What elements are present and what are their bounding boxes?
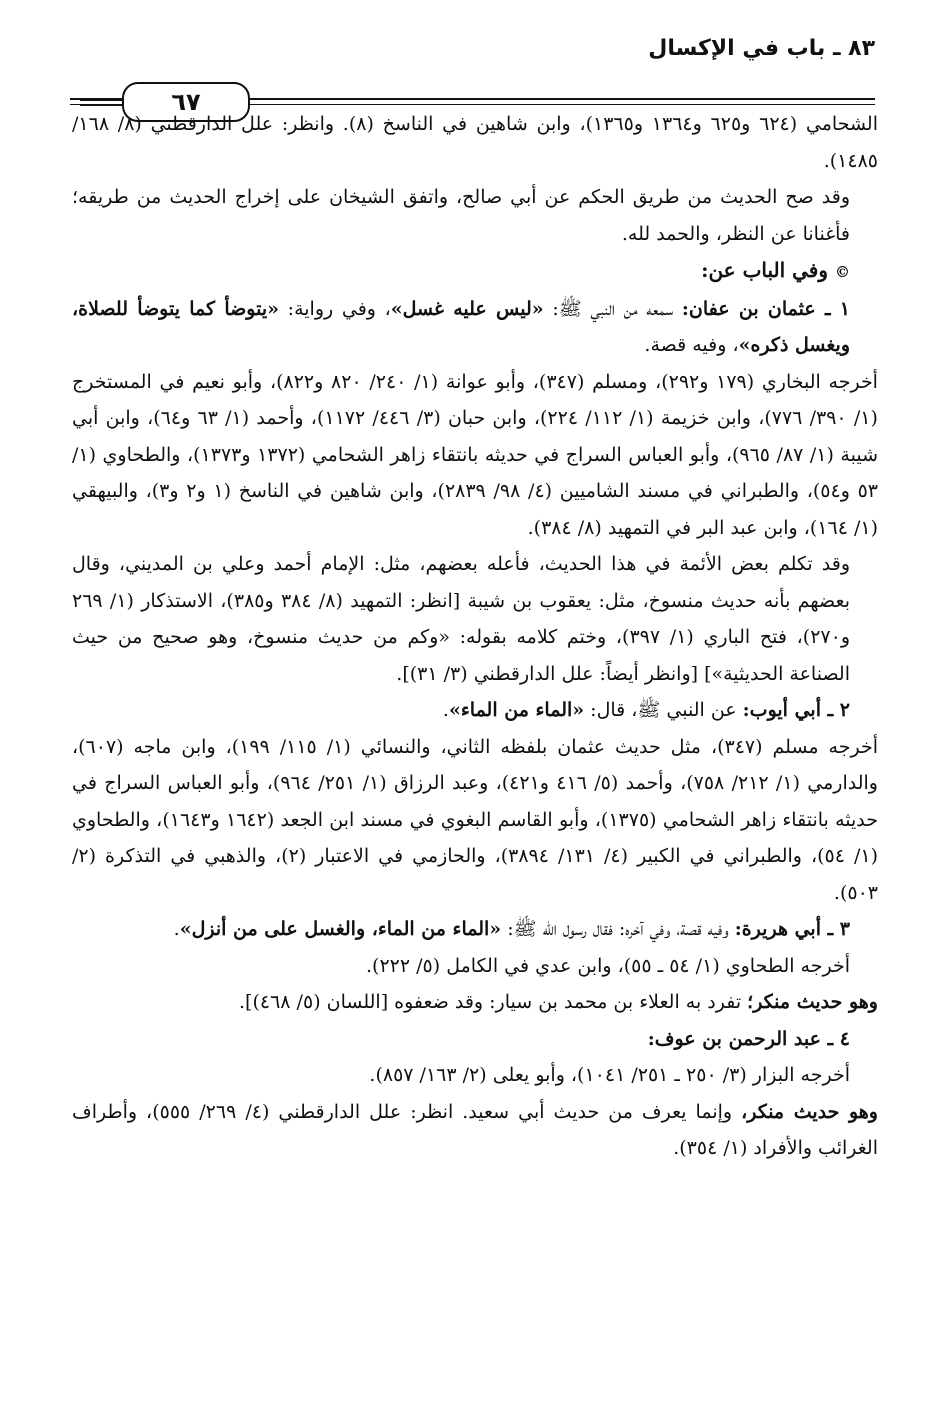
paragraph-3: أخرجه البخاري (١٧٩ و٢٩٢)، ومسلم (٣٤٧)، وأبو عوانة (١/ ٢٤٠/ ٨٢٠ و٨٢٢)، وأبو نعيم في المستخرج (١/ ٣٩٠/ ٧٧٦)، وابن خزيمة (١/ ١١٢/ ٢٢٤)، وابن حبان (٣/ ٤٤٦/ ١١٧٢)، وأحمد (١/ ٦٣ و٦٤)، وابن أبي شيبة (١/ ٨٧/ ٩٦٥)، وأبو العباس السراج في حديثه بانتقاء زاهر الشحامي (١٣٧٢ و١٣٧٣)، والطحاوي (١/ ٥٣ و٥٤)، والطبراني في مسند الشاميين (٤/ ٩٨/ ٢٨٣٩)، وابن شاهين في الناسخ (١ و٢ و٣)، والبيهقي (١/ ١٦٤)، وابن عبد البر في التمهيد (٨/ ٣٨٤). — [72, 370, 879, 539]
page-header — [70, 32, 875, 116]
running-head: ٨٣ ـ باب في الإكسال — [648, 36, 875, 61]
paragraph-7-text: تفرد به العلاء بن محمد بن سيار: وقد ضعفوه [اللسان (٥/ ٤٦٨)]. — [239, 991, 748, 1013]
section-heading-text: وفي الباب عن: — [701, 258, 829, 282]
item-3-text-1: وفيه قصة، وفي آخره: فقال رسول الله ﷺ: — [501, 918, 735, 940]
paragraph-6: أخرجه الطحاوي (١/ ٥٤ ـ ٥٥)، وابن عدي في الكامل (٥/ ٢٢٢). — [366, 954, 850, 977]
paragraph-5: أخرجه مسلم (٣٤٧)، مثل حديث عثمان بلفظه الثاني، والنسائي (١/ ١١٥/ ١٩٩)، وابن ماجه (٦٠٧)، والدارمي (١/ ٢١٢/ ٧٥٨)، وأحمد (٥/ ٤١٦ و٤٢١)، وعبد الرزاق (١/ ٢٥١/ ٩٦٤)، وأبو العباس السراج في حديثه بانتقاء زاهر الشحامي (١٣٧٥)، وأبو القاسم البغوي في مسند ابن الجعد (١٦٤٢ و١٦٤٣)، والطحاوي (١/ ٥٤)، والطبراني في الكبير (٤/ ١٣١/ ٣٨٩٤)، والحازمي في الاعتبار (٢)، والذهبي في التذكرة (٢/ ٥٠٣). — [72, 735, 878, 904]
paragraph-9-bold: وهو حديث منكر، — [741, 1100, 878, 1123]
item-4-label: ٤ ـ عبد الرحمن بن عوف: — [647, 1027, 850, 1050]
section-heading — [72, 252, 878, 291]
page-number: ٦٧ — [122, 82, 250, 122]
item-2-quote-1: «الماء من الماء» — [448, 699, 585, 721]
item-3-quote-1: «الماء من الماء، والغسل على من أنزل» — [179, 918, 502, 940]
item-1 — [72, 291, 878, 364]
item-2-text-2: . — [442, 699, 449, 721]
header-rule-left — [80, 99, 122, 106]
item-1-text-1: سمعه من النبي ﷺ: — [543, 297, 682, 320]
paragraph-2: وقد صح الحديث من طريق الحكم عن أبي صالح، واتفق الشيخان على إخراج الحديث من طريقه؛ فأغنانا عن النظر، والحمد لله. — [72, 186, 850, 245]
item-3-label: ٣ ـ أبي هريرة: — [734, 918, 850, 940]
paragraph-4: وقد تكلم بعض الأئمة في هذا الحديث، فأعله بعضهم، مثل: الإمام أحمد وعلي بن المديني، وقال بعضهم بأنه حديث منسوخ، مثل: يعقوب بن شيبة [انظر: التمهيد (٨/ ٣٨٤ و٣٨٥)، الاستذكار (١/ ٢٦٩ و٢٧٠)، فتح الباري (١/ ٣٩٧)، وختم كلامه بقوله: «وكم من حديث منسوخ، وهو صحيح من حيث الصناعة الحديثية»] [وانظر أيضاً: علل الدارقطني (٣/ ٣١)]. — [72, 553, 850, 685]
paragraph-7-bold: وهو حديث منكر؛ — [747, 991, 878, 1013]
page-body — [72, 106, 878, 1167]
item-1-quote-2: «يتوضأ كما يتوضأ للصلاة، ويغسل ذكره» — [72, 297, 850, 356]
item-1-quote-1: «ليس عليه غسل» — [390, 297, 544, 320]
item-2 — [72, 692, 878, 729]
paragraph-8: أخرجه البزار (٣/ ٢٥٠ ـ ٢٥١/ ١٠٤١)، وأبو يعلى (٢/ ١٦٣/ ٨٥٧). — [369, 1064, 850, 1086]
paragraph-9-text: وإنما يعرف من حديث أبي سعيد. انظر: علل الدارقطني (٤/ ٢٦٩/ ٥٥٥)، وأطراف الغرائب والأفراد (١/ ٣٥٤). — [72, 1100, 878, 1159]
item-1-text-3: ، وفيه قصة. — [644, 334, 739, 356]
item-3-text-2: . — [173, 918, 180, 940]
item-1-text-2: ، وفي رواية: — [278, 297, 391, 320]
item-1-label: ١ ـ عثمان بن عفان: — [681, 297, 851, 320]
paragraph-1: الشحامي (٦٢٤ و٦٢٥ و١٣٦٤ و١٣٦٥)، وابن شاهين في الناسخ (٨). وانظر: علل الدارقطني (٨/ ١٦٨/ ١٤٨٥). — [72, 113, 878, 172]
paragraph-9 — [72, 1094, 878, 1167]
item-2-label: ٢ ـ أبي أيوب: — [742, 699, 850, 721]
item-3 — [72, 911, 878, 948]
section-symbol-icon: © — [835, 263, 850, 281]
item-2-text-1: عن النبي ﷺ، قال: — [584, 699, 743, 721]
paragraph-7 — [72, 984, 878, 1021]
